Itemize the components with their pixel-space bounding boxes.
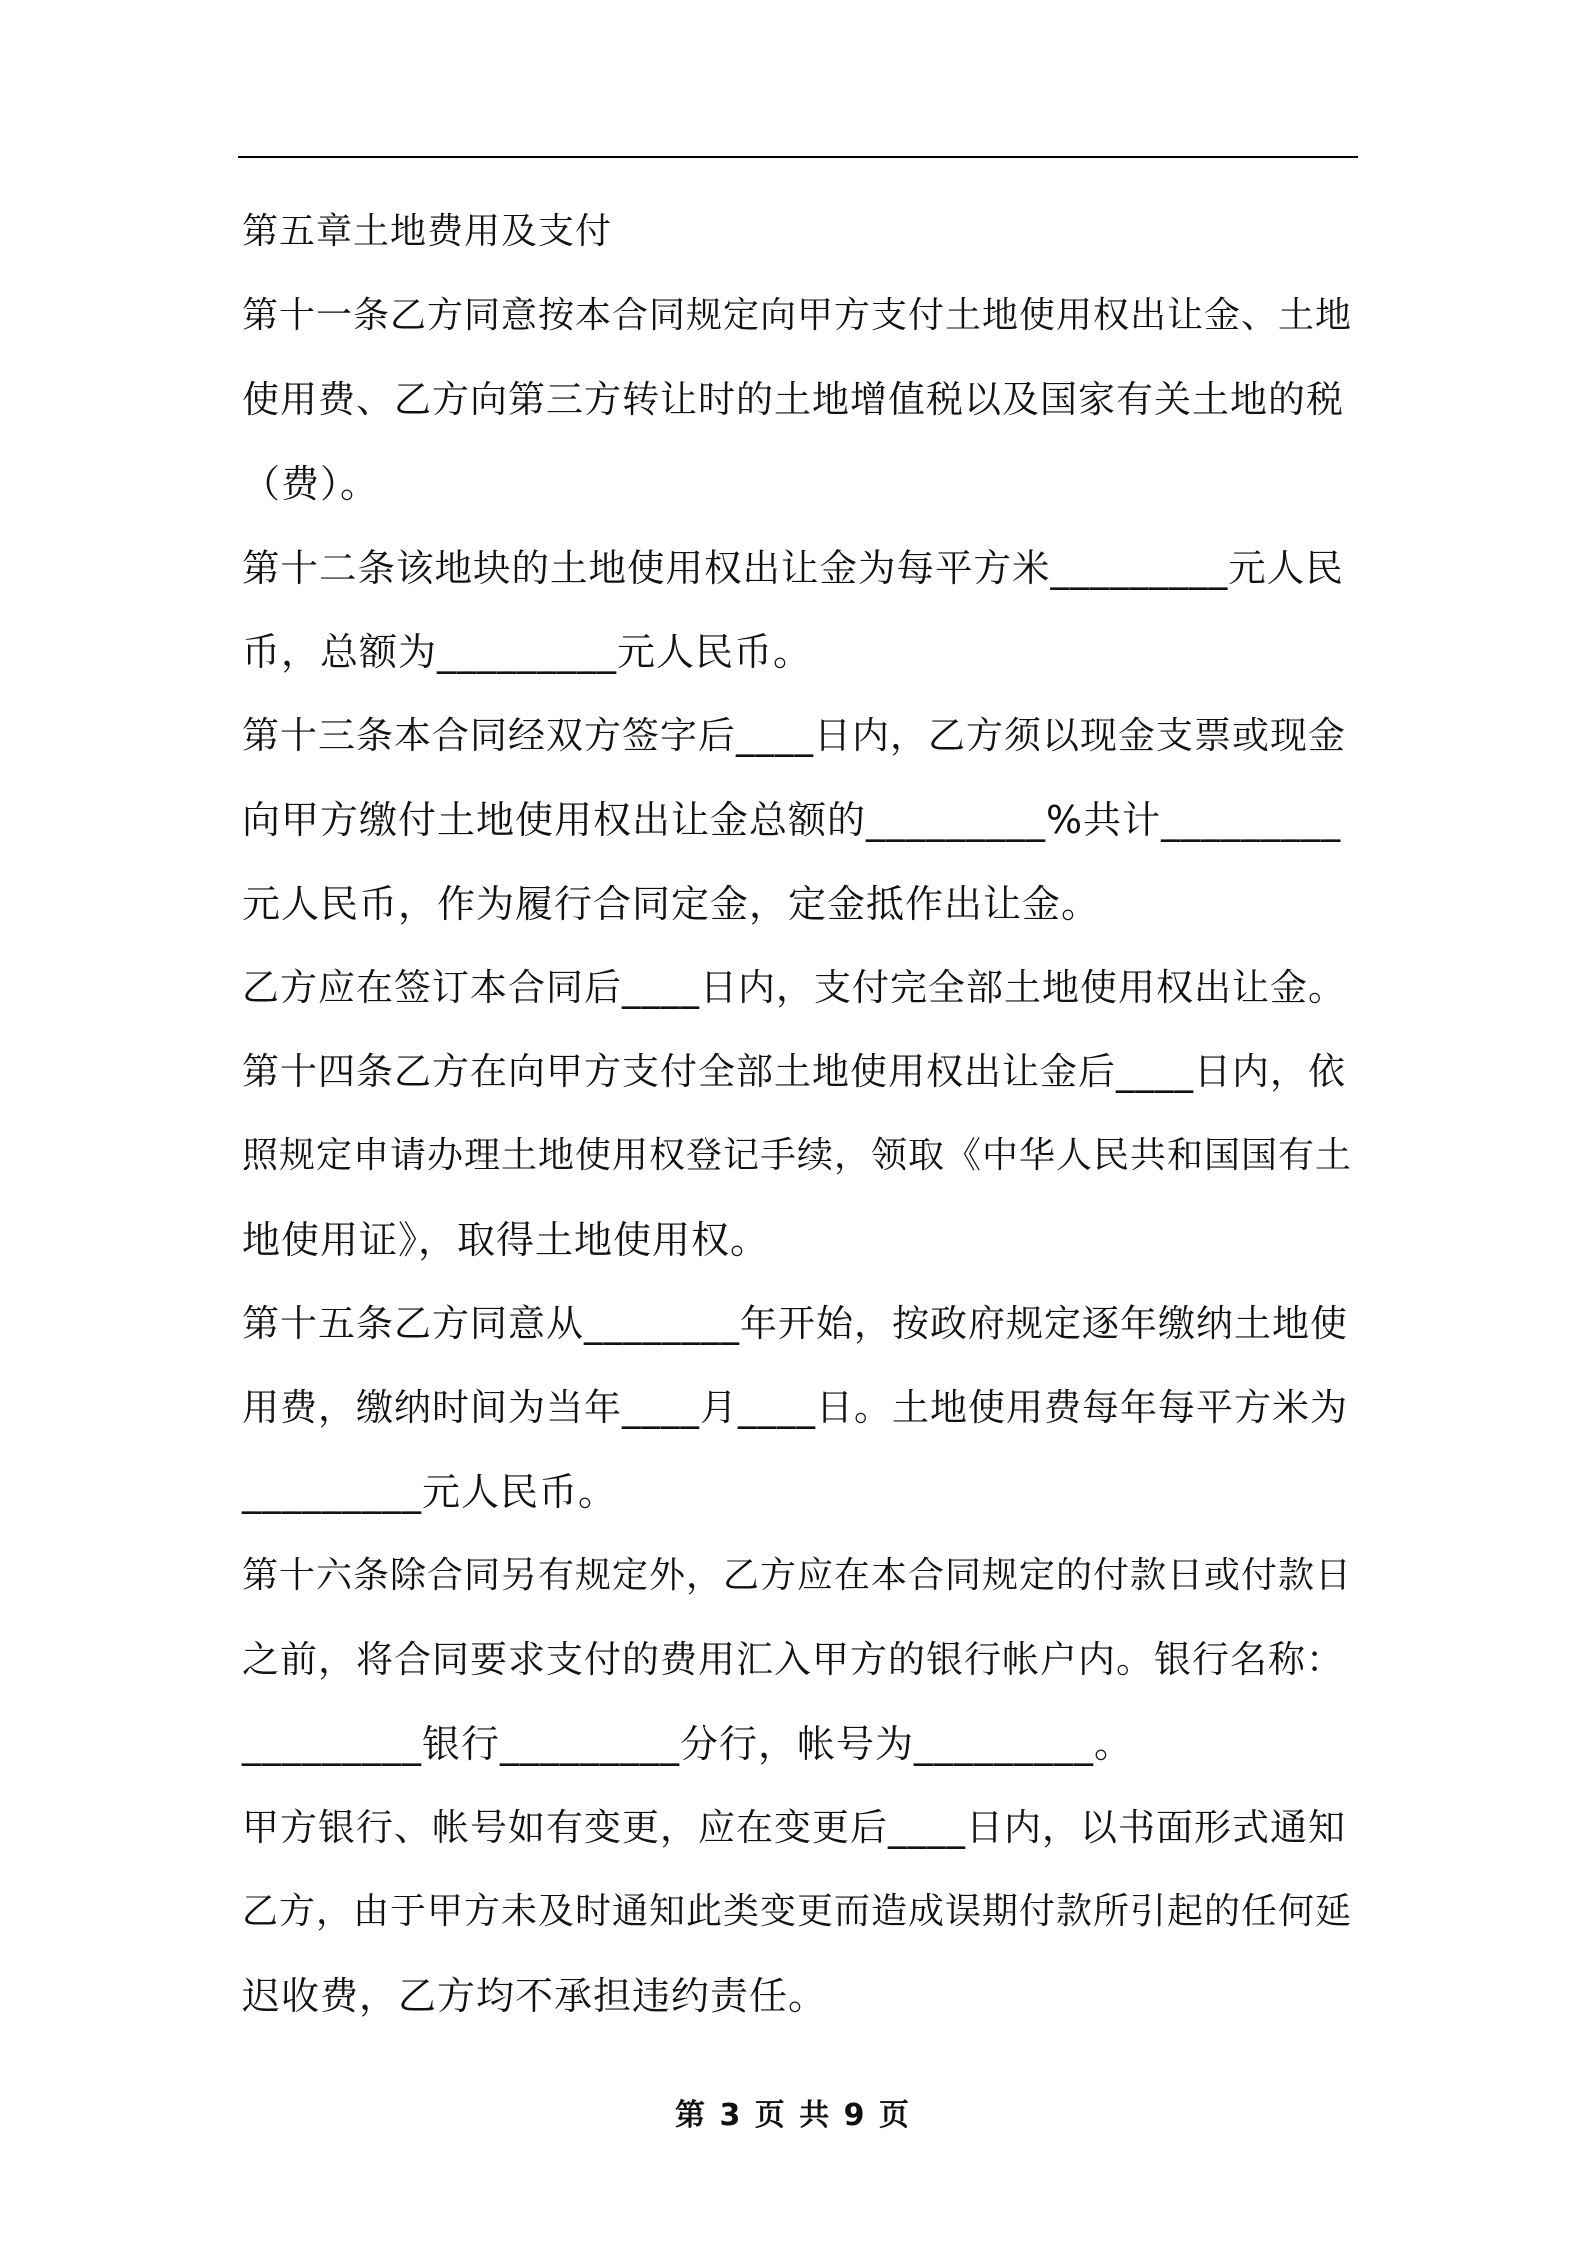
text-line: _________元人民币。 (242, 1470, 618, 1514)
text-line: 向甲方缴付土地使用权出让金总额的_________%共计_________ (242, 798, 1342, 842)
header-rule (238, 156, 1358, 158)
text-line: 甲方银行、帐号如有变更，应在变更后____日内，以书面形式通知 (242, 1806, 1346, 1849)
text-line: _________银行_________分行，帐号为_________。 (242, 1722, 1134, 1766)
text-line: 第十一条乙方同意按本合同规定向甲方支付土地使用权出让金、土地 (242, 295, 1353, 336)
text-line: 元人民币，作为履行合同定金，定金抵作出让金。 (242, 882, 1101, 926)
text-line: 第十四条乙方在向甲方支付全部土地使用权出让金后____日内，依 (242, 1050, 1346, 1093)
text-line: 币，总额为_________元人民币。 (242, 630, 813, 674)
text-line: 使用费、乙方向第三方转让时的土地增值税以及国家有关土地的税 (242, 378, 1344, 421)
text-line: 第十三条本合同经双方签字后____日内，乙方须以现金支票或现金 (242, 714, 1346, 757)
document-body (242, 190, 1357, 2038)
page-number-footer: 第 3 页 共 9 页 (675, 2098, 911, 2133)
chapter-title: 第五章土地费用及支付 (242, 211, 613, 252)
text-line: 乙方应在签订本合同后____日内，支付完全部土地使用权出让金。 (242, 966, 1346, 1009)
text-line: 迟收费，乙方均不承担违约责任。 (242, 1974, 828, 2018)
text-line: 照规定申请办理土地使用权登记手续，领取《中华人民共和国国有土 (242, 1135, 1353, 1176)
text-line: 之前，将合同要求支付的费用汇入甲方的银行帐户内。银行名称： (242, 1638, 1344, 1681)
text-line: 用费，缴纳时间为当年____月____日。土地使用费每年每平方米为 (242, 1386, 1348, 1429)
text-line: 第十五条乙方同意从________年开始，按政府规定逐年缴纳土地使 (242, 1302, 1348, 1345)
text-line: 第十二条该地块的土地使用权出让金为每平方米_________元人民 (242, 546, 1344, 590)
text-line: （费）。 (242, 462, 380, 506)
text-line: 第十六条除合同另有规定外，乙方应在本合同规定的付款日或付款日 (242, 1555, 1353, 1596)
text-line: 地使用证》，取得土地使用权。 (242, 1218, 770, 1262)
text-line: 乙方，由于甲方未及时通知此类变更而造成误期付款所引起的任何延 (242, 1891, 1353, 1932)
